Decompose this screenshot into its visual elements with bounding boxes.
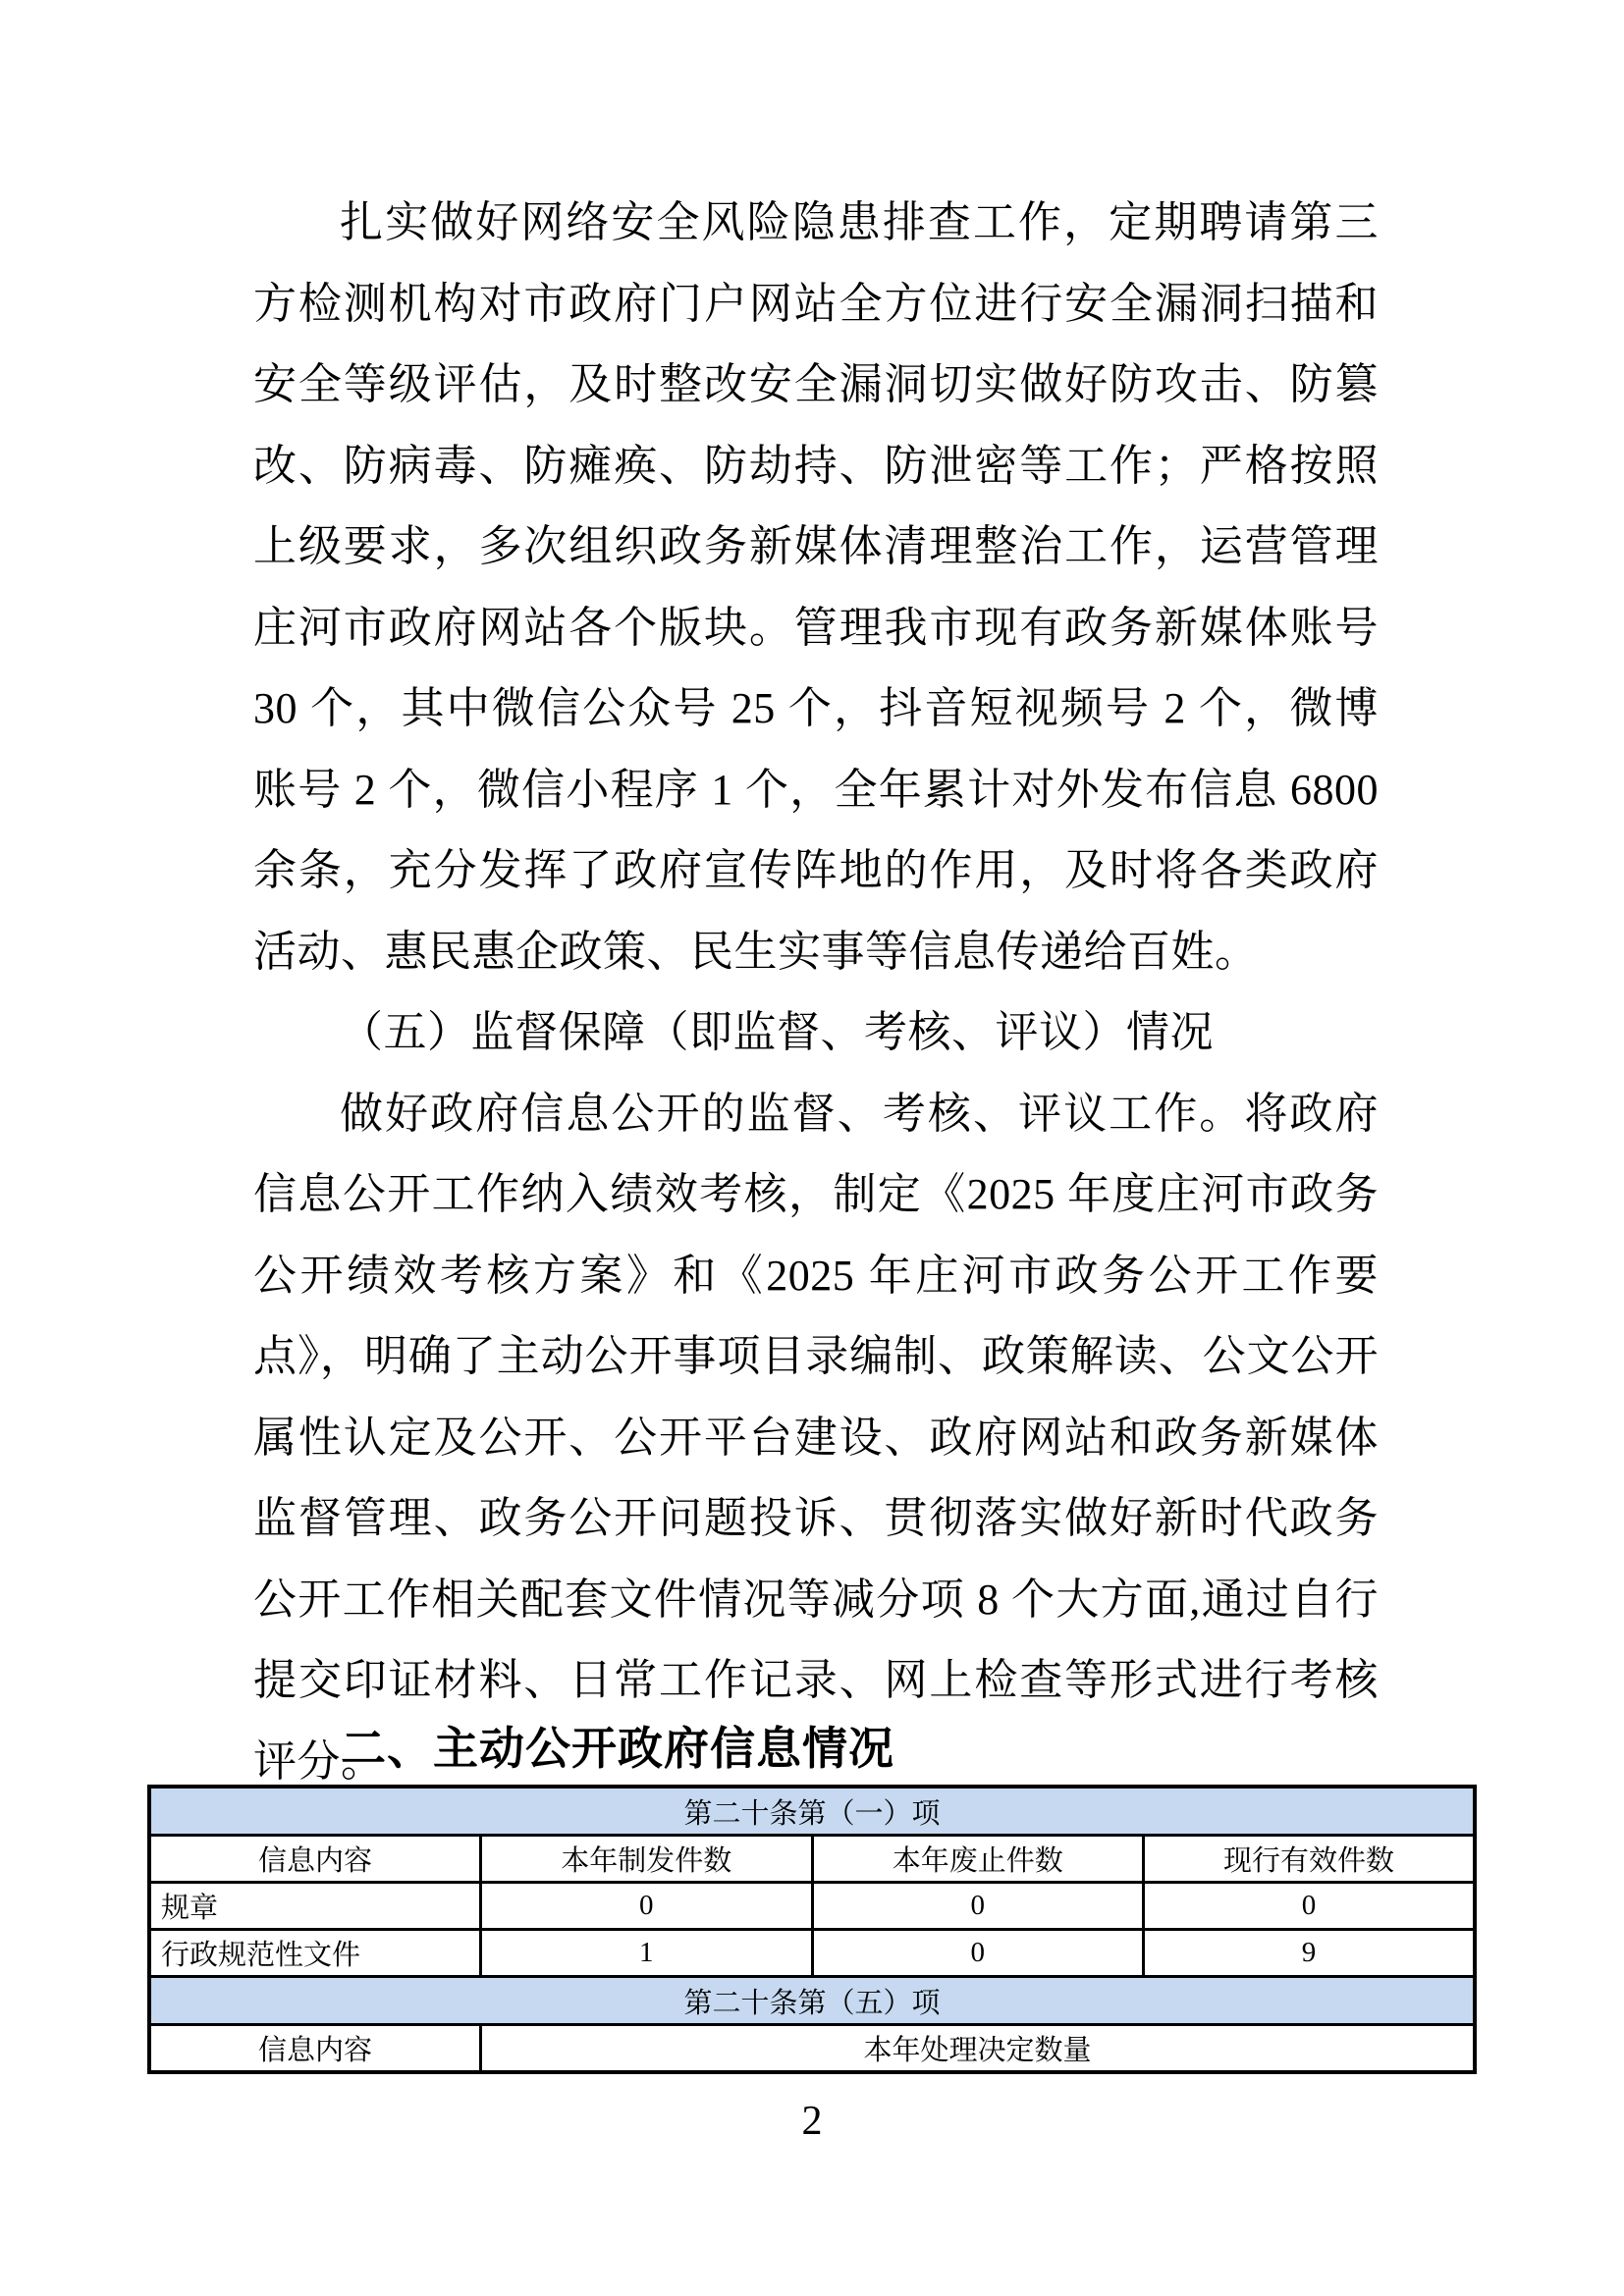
info-disclosure-table [147,1785,1477,2074]
table-band-row-article20-item5 [149,1977,1475,2025]
normative-repealed-count: 0 [812,1930,1144,1977]
table-row-normative-documents [149,1930,1475,1977]
page-number: 2 [801,2099,823,2144]
column-header-issued-this-year: 本年制发件数 [481,1836,813,1883]
normative-effective-count: 9 [1144,1930,1476,1977]
row-label-rules: 规章 [149,1883,481,1930]
body-paragraph-network-security: 扎实做好网络安全风险隐患排查工作，定期聘请第三方检测机构对市政府门户网站全方位进行安全漏洞扫描和安全等级评估，及时整改安全漏洞切实做好防攻击、防篡改、防病毒、防瘫痪、防劫持、防泄密等工作；严格按照上级要求，多次组织政务新媒体清理整治工作，运营管理庄河市政府网站各个版块。管理我市现有政务新媒体账号 30 个，其中微信公众号 25 个，抖音短视频号 2 个，微博账号 2 个，微信小程序 1 个，全年累计对外发布信息 6800 余条，充分发挥了政府宣传阵地的作用，及时将各类政府活动、惠民惠企政策、民生实事等信息传递给百姓。 [253,198,1379,976]
column-header-currently-effective: 现行有效件数 [1144,1836,1476,1883]
body-paragraph-section5-heading: （五）监督保障（即监督、考核、评议）情况 [340,1008,1214,1056]
column-header-repealed-this-year: 本年废止件数 [812,1836,1144,1883]
section5-decisions-label: 本年处理决定数量 [481,2025,1476,2073]
column-header-info-content: 信息内容 [149,1836,481,1883]
table-row-rules [149,1883,1475,1930]
section5-info-content-label: 信息内容 [149,2025,481,2073]
document-body [253,183,1379,1802]
row-label-normative-documents: 行政规范性文件 [149,1930,481,1977]
table-row-section5-header [149,2025,1475,2073]
rules-issued-count: 0 [481,1883,813,1930]
body-paragraph-supervision: 做好政府信息公开的监督、考核、评议工作。将政府信息公开工作纳入绩效考核，制定《2025 年度庄河市政务公开绩效考核方案》和《2025 年庄河市政务公开工作要点》，明确了主动公开事项目录编制、政策解读、公文公开属性认定及公开、公开平台建设、政府网站和政务新媒体监督管理、政务公开问题投诉、贯彻落实做好新时代政务公开工作相关配套文件情况等减分项 8 个大方面,通过自行提交印证材料、日常工作记录、网上检查等形式进行考核评分。 [253,1089,1379,1786]
table-band-row-article20-item1 [149,1787,1475,1836]
rules-repealed-count: 0 [812,1883,1144,1930]
rules-effective-count: 0 [1144,1883,1476,1930]
table-band-article20-item1: 第二十条第（一）项 [149,1787,1475,1836]
table-header-row [149,1836,1475,1883]
section-heading: 二、主动公开政府信息情况 [341,1723,894,1774]
table-band-article20-item5: 第二十条第（五）项 [149,1977,1475,2025]
normative-issued-count: 1 [481,1930,813,1977]
